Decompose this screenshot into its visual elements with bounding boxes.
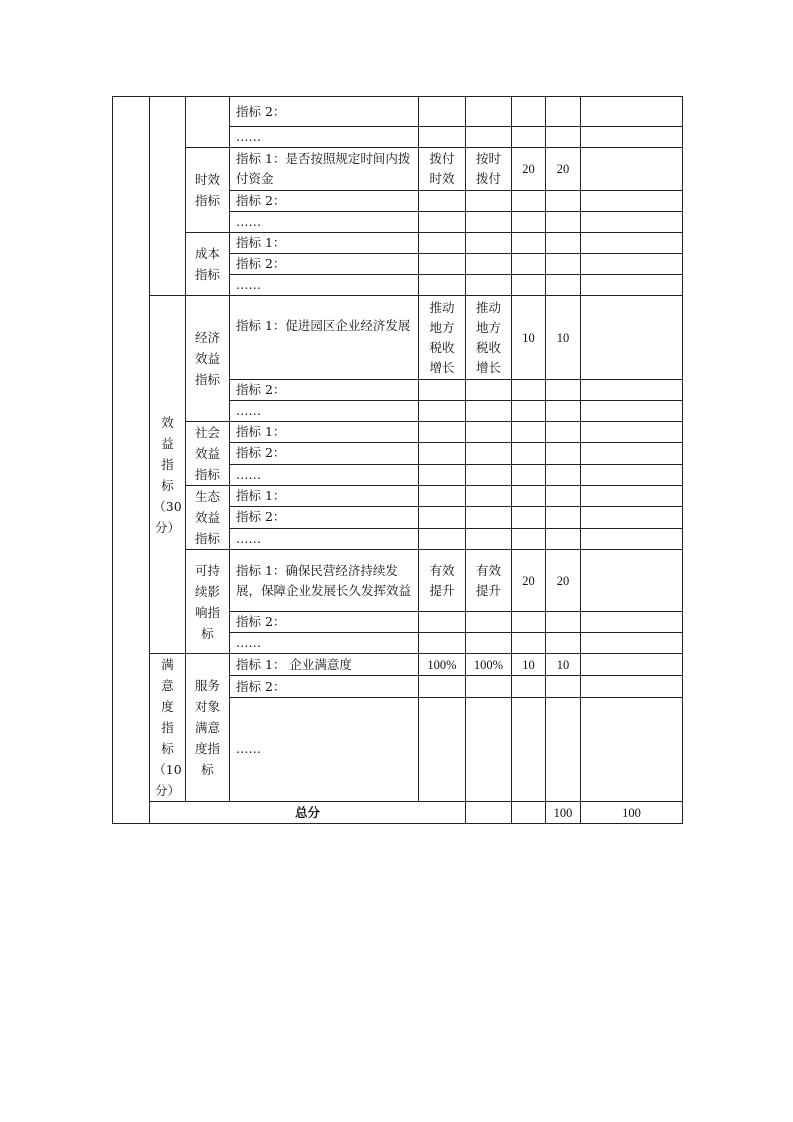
indicator-name: 指标 1： <box>230 422 419 443</box>
total-score: 100 <box>581 802 683 824</box>
remark-cell <box>581 148 683 191</box>
table-row <box>113 550 683 612</box>
target-value: 拨付 时效 <box>419 148 466 191</box>
score-value <box>546 97 581 127</box>
target-value: 推动 地方 税收 增长 <box>419 296 466 380</box>
remark-cell <box>581 550 683 612</box>
satisfaction-indicator-category: 满 意 度 指 标 （10 分） <box>150 654 186 802</box>
actual-value <box>466 97 512 127</box>
service-satisfaction-category: 服务 对象 满意 度指 标 <box>186 654 230 802</box>
indicator-name: 指标 2： <box>230 380 419 401</box>
indicator-name: 指标 2： <box>230 612 419 633</box>
indicator-name: 指标 2： <box>230 97 419 127</box>
performance-indicator-table <box>112 96 683 824</box>
actual-value: 100% <box>466 654 512 676</box>
score-value: 10 <box>546 296 581 380</box>
score-value: 20 <box>546 550 581 612</box>
ecological-benefit-category: 生态 效益 指标 <box>186 486 230 550</box>
indicator-name: 指标 1：促进园区企业经济发展 <box>230 296 419 380</box>
indicator-name: 指标 1：确保民营经济持续发展，保障企业发展长久发挥效益 <box>230 550 419 612</box>
indicator-name: …… <box>230 697 419 801</box>
table-row <box>113 422 683 443</box>
score-value: 10 <box>546 654 581 676</box>
indicator-name: 指标 2： <box>230 676 419 697</box>
target-value: 100% <box>419 654 466 676</box>
indicator-name: 指标 1：是否按照规定时间内拨付资金 <box>230 148 419 191</box>
table-row <box>113 486 683 507</box>
weight-value: 20 <box>512 550 546 612</box>
level1-blank-cell <box>113 97 150 824</box>
indicator-name: 指标 1： <box>230 233 419 254</box>
level2-output-cell <box>150 97 186 296</box>
actual-value: 推动 地方 税收 增长 <box>466 296 512 380</box>
total-weight: 100 <box>546 802 581 824</box>
indicator-name: …… <box>230 464 419 485</box>
table-row <box>113 97 683 127</box>
actual-value: 有效 提升 <box>466 550 512 612</box>
level3-blank-cell <box>186 97 230 148</box>
actual-value: 按时 拨付 <box>466 148 512 191</box>
indicator-name: …… <box>230 275 419 296</box>
weight-value: 10 <box>512 296 546 380</box>
social-benefit-category: 社会 效益 指标 <box>186 422 230 486</box>
remark-cell <box>581 97 683 127</box>
indicator-name: 指标 2： <box>230 507 419 528</box>
table-row <box>113 654 683 676</box>
indicator-name: …… <box>230 401 419 422</box>
target-value: 有效 提升 <box>419 550 466 612</box>
remark-cell <box>581 654 683 676</box>
total-row <box>113 802 683 824</box>
economic-benefit-category: 经济 效益 指标 <box>186 296 230 422</box>
table-row <box>113 233 683 254</box>
indicator-name: 指标 2： <box>230 254 419 275</box>
weight-value: 20 <box>512 148 546 191</box>
performance-indicator-table-wrapper <box>112 96 682 824</box>
remark-cell <box>581 296 683 380</box>
indicator-name: …… <box>230 528 419 549</box>
indicator-name: 指标 1： 企业满意度 <box>230 654 419 676</box>
table-row <box>113 296 683 380</box>
timeliness-category: 时效 指标 <box>186 148 230 233</box>
total-label: 总分 <box>150 802 466 824</box>
indicator-name: 指标 2： <box>230 443 419 464</box>
indicator-name: …… <box>230 633 419 654</box>
target-value <box>419 97 466 127</box>
benefit-indicator-category: 效 益 指 标 （30 分） <box>150 296 186 654</box>
indicator-name: 指标 2： <box>230 191 419 212</box>
weight-value: 10 <box>512 654 546 676</box>
table-row <box>113 148 683 191</box>
cost-category: 成本 指标 <box>186 233 230 296</box>
weight-value <box>512 97 546 127</box>
indicator-name: 指标 1： <box>230 486 419 507</box>
sustainable-impact-category: 可持 续影 响指 标 <box>186 550 230 654</box>
indicator-name: …… <box>230 127 419 148</box>
score-value: 20 <box>546 148 581 191</box>
indicator-name: …… <box>230 212 419 233</box>
